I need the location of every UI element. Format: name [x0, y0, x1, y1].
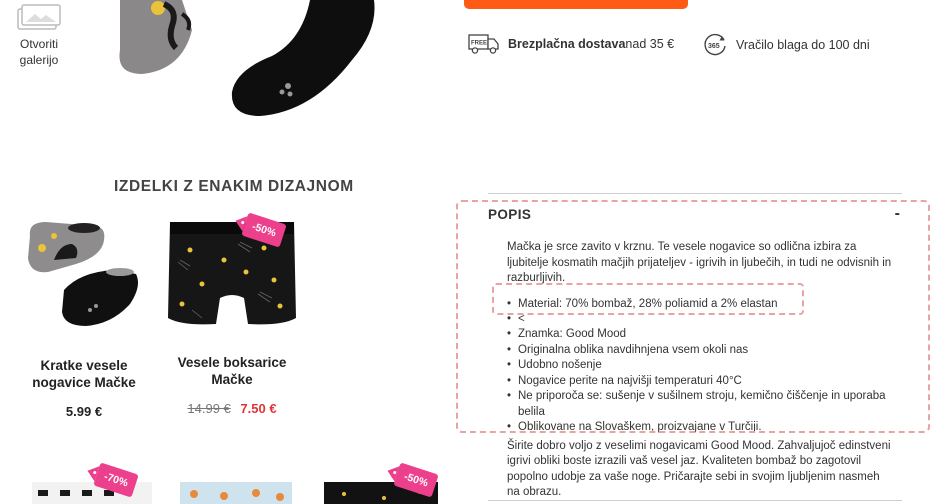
- returns-info: [702, 32, 870, 58]
- open-gallery-button[interactable]: [14, 4, 64, 68]
- list-item: • Nogavice perite na najvišji temperaturi 40°C: [507, 374, 894, 390]
- product-price-value: 5.99 €: [65, 404, 103, 419]
- list-item: • Material: 70% bombaž, 28% poliamid a 2% elastan: [507, 297, 894, 313]
- shipping-label: Brezplačna dostava: [508, 37, 626, 51]
- product-name[interactable]: Vesele boksarice Mačke: [177, 355, 287, 387]
- sale-price: 7.50 €: [240, 401, 277, 416]
- add-to-cart-button[interactable]: [464, 0, 688, 9]
- product-image-partial-2[interactable]: [180, 478, 292, 504]
- description-intro: Mačka je srce zavito v krznu. Te vesele nogavice so odlična izbira za ljubitelje kosmatih mačjih prijateljev - igrivih in ljubečih, in tudi ne odvisnih in razburljivih.: [507, 241, 892, 284]
- list-item: • Oblikovane na Slovaškem, proizvajane v Turčiji.: [507, 420, 894, 436]
- free-icon-text: FREE: [471, 40, 488, 47]
- product-name[interactable]: Kratke vesele nogavice Mačke: [32, 358, 136, 390]
- stray-char: • <: [507, 312, 894, 327]
- product-image-socks[interactable]: [112, 0, 382, 120]
- product-image-short-socks[interactable]: [24, 214, 144, 334]
- gallery-label: Otvoriti galerijo: [19, 37, 59, 67]
- description-outro: Širite dobro voljo z veselimi nogavicami Good Mood. Zahvaljujoč edinstveni igrivi obliki boste izrazili vaš vesel jaz. Kvaliteten bombaž bo zagotovil popolno udobje za vaše noge. Pričarajte sebi in svojim ljubljenim nasmeh na obrazu.: [507, 439, 891, 498]
- description-list: [507, 297, 894, 436]
- returns-label: Vračilo blaga do 100 dni: [736, 38, 870, 52]
- discount-badge: -50%: [393, 462, 438, 497]
- product-price: [20, 404, 148, 419]
- discount-badge: -50%: [241, 212, 286, 247]
- discount-badge: -70%: [93, 462, 138, 497]
- product-price: [160, 401, 304, 416]
- list-item: • Originalna oblika navdihnjena vsem okoli nas: [507, 343, 894, 359]
- product-card-boxers[interactable]: [160, 214, 304, 416]
- gallery-icon: [17, 4, 61, 30]
- old-price: 14.99 €: [187, 401, 231, 416]
- description-title: POPIS: [488, 206, 532, 222]
- related-products-heading: IZDELKI Z ENAKIM DIZAJNOM: [114, 178, 354, 195]
- truck-icon: [468, 33, 500, 55]
- shipping-value: nad 35 €: [625, 37, 675, 51]
- product-card-short-socks[interactable]: [20, 214, 148, 419]
- returns-icon-text: 365: [708, 43, 720, 50]
- returns-365-icon: [702, 32, 728, 58]
- description-accordion-header[interactable]: [488, 194, 902, 234]
- list-item: • Udobno nošenje: [507, 358, 894, 374]
- free-shipping-info: [468, 33, 674, 55]
- description-body: [488, 234, 902, 501]
- collapse-icon[interactable]: -: [894, 205, 900, 222]
- divider: [488, 500, 902, 501]
- description-section: [488, 193, 902, 504]
- list-item: • Znamka: Good Mood: [507, 327, 894, 343]
- list-item: • Ne priporoča se: sušenje v sušilnem stroju, kemično čiščenje in uporaba belila: [507, 389, 894, 420]
